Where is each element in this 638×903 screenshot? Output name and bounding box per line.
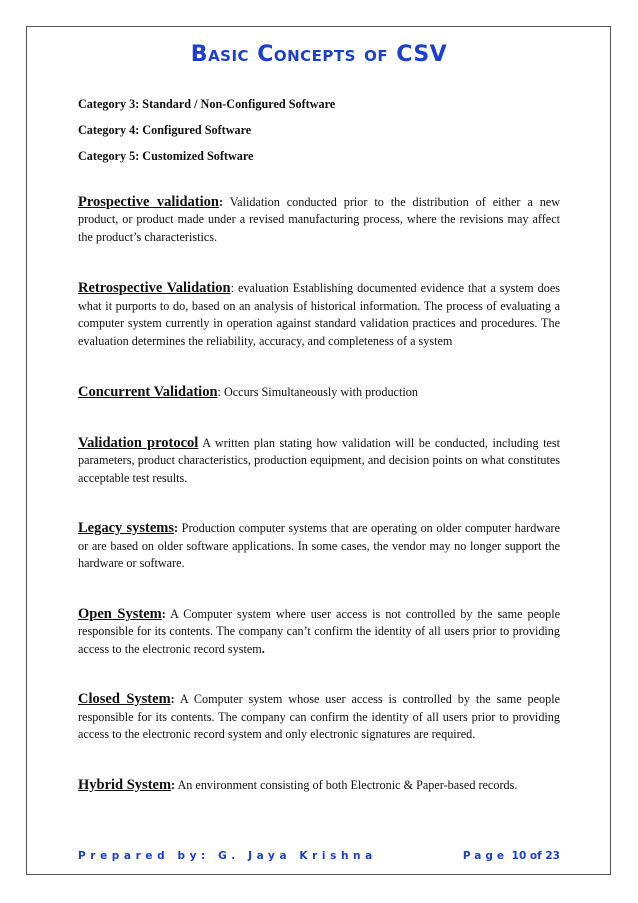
def-legacy	[78, 520, 560, 573]
def-prospective	[78, 194, 560, 247]
term-closed: Closed System	[78, 691, 171, 707]
page-title: Basic Concepts of CSV	[190, 42, 448, 67]
term-colon: :	[161, 606, 166, 621]
def-text-concurrent: Occurs Simultaneously with production	[220, 385, 418, 399]
def-open	[78, 606, 560, 659]
def-text-retrospective: evaluation Establishing documented evidence that a system does what it purports to do, based on an analysis of historical information. The process of evaluating a computer system currently in operation against standard validation practices and procedures. The evaluation determines the reliability, accuracy, and completeness of a system	[78, 281, 561, 348]
term-hybrid: Hybrid System	[78, 776, 172, 793]
def-closed	[78, 691, 560, 744]
def-end-open: .	[261, 641, 265, 656]
def-text-open: A Computer system where user access is not controlled by the same people responsible for its contents. The company can’t confirm the identity of all users prior to providing access to the electronic record system	[78, 606, 560, 656]
category-5: Category 5: Customized Software	[78, 149, 254, 163]
current-page: 10	[511, 850, 527, 862]
term-prospective: Prospective validation	[78, 193, 219, 210]
category-4: Category 4: Configured Software	[78, 123, 252, 137]
document-body	[78, 96, 560, 794]
def-text-prospective: Validation conducted prior to the distribution of either a new product, or product made under a revised manufacturing process, where the revisions may affect the product’s characteristics.	[78, 194, 561, 244]
page-number	[463, 850, 560, 862]
of-word: of	[529, 850, 542, 862]
def-text-legacy: Production computer systems that are operating on older computer hardware or are based on older software applications. In some cases, the vendor may no longer support the hardware or software.	[78, 521, 560, 570]
page-word: Page	[462, 850, 508, 862]
def-text-hybrid: An environment consisting of both Electronic & Paper-based records.	[175, 777, 518, 792]
term-colon: :	[174, 521, 179, 535]
def-hybrid	[78, 777, 560, 795]
term-concurrent: Concurrent Validation	[78, 384, 218, 400]
term-colon: :	[217, 385, 221, 399]
term-colon: :	[218, 194, 224, 209]
term-colon: :	[170, 692, 175, 706]
category-3: Category 3: Standard / Non-Configured Software	[78, 97, 336, 111]
term-protocol: Validation protocol	[78, 434, 199, 451]
term-open: Open System	[78, 605, 162, 622]
term-retrospective: Retrospective Validation	[78, 280, 231, 296]
def-text-protocol: A written plan stating how validation will be conducted, including test parameters, product characteristics, production equipment, and decision points on what constitutes acceptable test results.	[78, 435, 560, 485]
def-concurrent	[78, 384, 560, 402]
def-protocol	[78, 435, 560, 488]
prepared-by: Prepared by: G. Jaya Krishna	[78, 850, 377, 862]
def-text-closed: A Computer system whose user access is controlled by the same people responsible for its contents. The company can confirm the identity of all users prior to providing access to the electronic record system and only electronic signatures are required.	[78, 692, 560, 741]
term-colon: :	[230, 281, 234, 295]
term-legacy: Legacy systems	[78, 520, 174, 536]
total-pages: 23	[545, 850, 560, 862]
def-retrospective	[78, 280, 560, 350]
term-colon: :	[171, 777, 176, 792]
